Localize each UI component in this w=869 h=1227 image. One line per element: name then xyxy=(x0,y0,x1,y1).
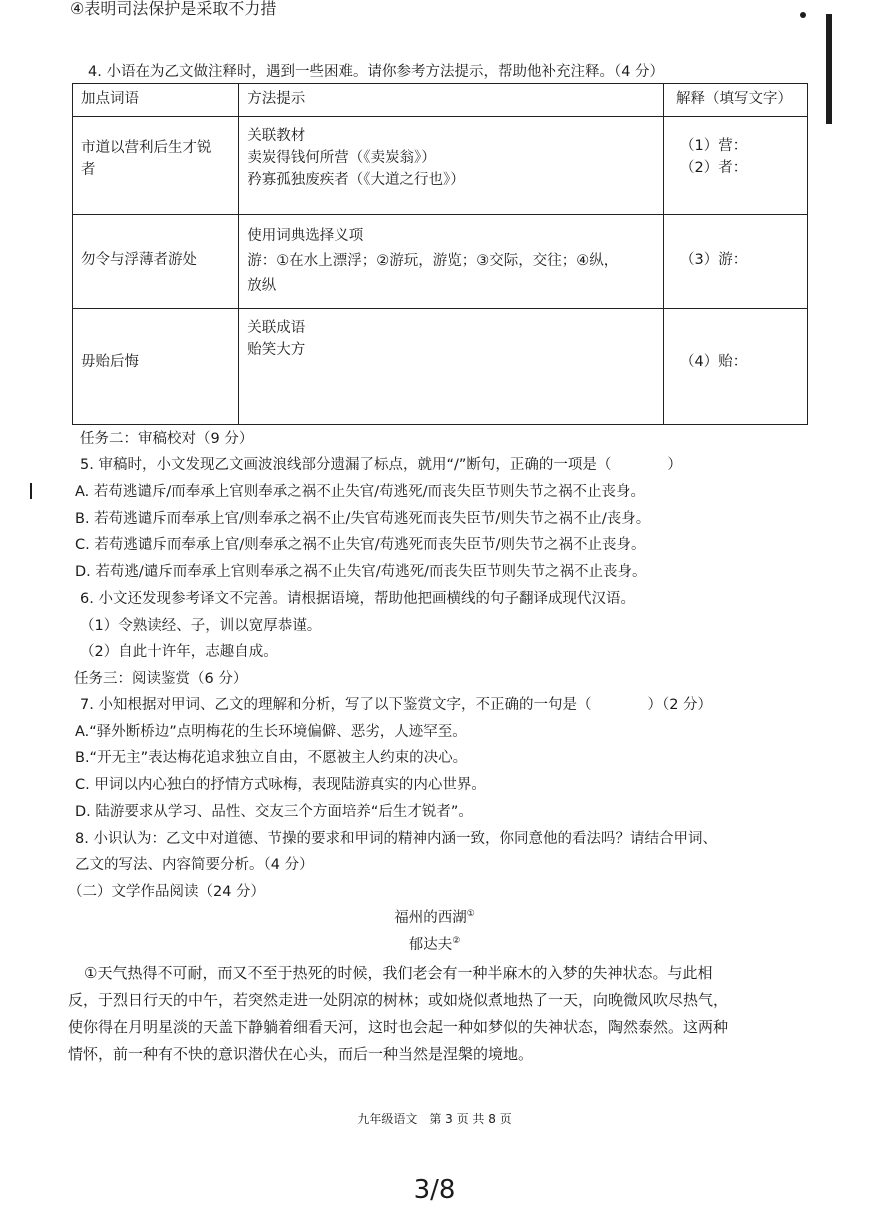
answer-cell xyxy=(664,117,807,185)
page-indicator: 3/8 xyxy=(413,1175,456,1205)
article-author xyxy=(0,933,869,954)
option-5c[interactable]: C. 若苟逃谴斥而奉承上官/则奉承之祸不止失官/苟逃死而丧失臣节/则失节之祸不止丧身。 xyxy=(75,537,646,553)
hint-cell xyxy=(239,117,663,197)
header-hint: 方法提示 xyxy=(247,91,306,107)
word-line: 勿令与浮薄者游处 xyxy=(81,252,197,268)
hint-line: 游：①在水上漂浮；②游玩，游览；③交际，交往；④纵， xyxy=(247,253,619,269)
question-5-close: ） xyxy=(667,457,682,473)
hint-line: 关联教材 xyxy=(247,128,306,144)
hint-line: 关联成语 xyxy=(247,320,306,336)
answer-cell xyxy=(664,309,807,379)
task2-title: 任务二：审稿校对（9 分） xyxy=(80,431,254,447)
word-line: 毋贻后悔 xyxy=(81,354,139,370)
article-title-text: 福州的西湖 xyxy=(394,910,467,926)
hint-line: 放纵 xyxy=(247,278,277,294)
option-5b[interactable]: B. 若苟逃谴斥而奉承上官/则奉承之祸不止/失官苟逃死而丧失臣节/则失节之祸不止/丧身。 xyxy=(75,511,651,527)
table-row xyxy=(73,309,808,425)
answer-cell xyxy=(664,215,807,277)
hint-cell xyxy=(239,309,663,367)
word-cell xyxy=(73,117,238,187)
option-7b[interactable]: B.“开无主”表达梅花追求独立自由，不愿被主人约束的决心。 xyxy=(75,750,468,766)
word-line: 者 xyxy=(81,162,96,178)
answer-blank[interactable]: （2）者： xyxy=(680,160,748,176)
answer-blank[interactable]: （3）游： xyxy=(680,252,748,268)
paragraph-line: 反，于烈日行天的中午，若突然走进一处阴凉的树林；或如烧似煮地热了一天，向晚微风吹尽热气， xyxy=(68,991,729,1009)
word-cell xyxy=(73,215,238,277)
question-5-text: 5. 审稿时，小文发现乙文画波浪线部分遗漏了标点，就用“/”断句，正确的一项是（ xyxy=(80,457,612,473)
option-7d[interactable]: D. 陆游要求从学习、品性、交友三个方面培养“后生才锐者”。 xyxy=(75,804,473,820)
method-table xyxy=(72,83,808,425)
top-fragment: ④表明司法保护是采取不力措 xyxy=(70,0,277,18)
article-title xyxy=(0,906,869,927)
question-6: 6. 小文还发现参考译文不完善。请根据语境，帮助他把画横线的句子翻译成现代汉语。 xyxy=(80,591,635,607)
answer-blank[interactable]: （1）营： xyxy=(680,138,748,154)
word-line: 市道以营利后生才锐 xyxy=(81,140,212,156)
option-5a[interactable]: A. 若苟逃谴斥/而奉承上官则奉承之祸不止失官/苟逃死/而丧失臣节则失节之祸不止丧身。 xyxy=(75,484,646,500)
author-note: ② xyxy=(452,936,461,947)
hint-line: 使用词典选择义项 xyxy=(247,228,364,244)
page-footer: 九年级语文 第 3 页 共 8 页 xyxy=(357,1112,512,1126)
header-answer: 解释（填写文字） xyxy=(676,91,793,107)
question-7-text: 7. 小知根据对甲词、乙文的理解和分析，写了以下鉴赏文字，不正确的一句是（ xyxy=(80,697,592,713)
word-cell xyxy=(73,309,238,379)
question-5 xyxy=(80,453,682,474)
question-7-tail: ）（2 分） xyxy=(647,697,713,713)
hint-line: 卖炭得钱何所营（《卖炭翁》） xyxy=(247,150,436,166)
table-row xyxy=(73,117,808,215)
question-8-line-2: 乙文的写法、内容简要分析。（4 分） xyxy=(75,857,314,873)
answer-blank[interactable]: （4）贻： xyxy=(680,354,748,370)
paragraph-line: 情怀，前一种有不快的意识潜伏在心头，而后一种当然是涅槃的境地。 xyxy=(68,1045,534,1063)
question-7 xyxy=(80,693,712,714)
question-6-item-2: （2）自此十许年，志趣自成。 xyxy=(80,644,278,660)
question-6-item-1: （1）令熟读经、子，训以宽厚恭谨。 xyxy=(80,618,322,634)
hint-line: 贻笑大方 xyxy=(247,342,306,358)
table-header-row xyxy=(73,84,808,117)
header-word: 加点词语 xyxy=(81,91,139,107)
hint-line: 矜寡孤独废疾者（《大道之行也》） xyxy=(247,172,465,188)
article-title-note: ① xyxy=(466,909,475,920)
hint-cell xyxy=(239,215,663,303)
question-8-line-1: 8. 小识认为：乙文中对道德、节操的要求和甲词的精神内涵一致，你同意他的看法吗？请结合甲词、 xyxy=(75,831,717,847)
section-title: （二）文学作品阅读（24 分） xyxy=(68,884,266,900)
author-name: 郁达夫 xyxy=(408,937,453,953)
paragraph-line: ①天气热得不可耐，而又不至于热死的时候，我们老会有一种半麻木的入梦的失神状态。与此相 xyxy=(84,964,713,982)
scan-left-mark xyxy=(30,483,32,499)
option-7a[interactable]: A.“驿外断桥边”点明梅花的生长环境偏僻、恶劣，人迹罕至。 xyxy=(75,724,467,740)
question-4: 4. 小语在为乙文做注释时，遇到一些困难。请你参考方法提示，帮助他补充注释。（4 分） xyxy=(88,64,665,80)
paragraph-line: 使你得在月明星淡的天盖下静躺着细看天河，这时也会起一种如梦似的失神状态，陶然泰然。这两种 xyxy=(68,1018,729,1036)
task3-title: 任务三：阅读鉴赏（6 分） xyxy=(74,671,248,687)
option-5d[interactable]: D. 若苟逃/谴斥而奉承上官则奉承之祸不止失官/苟逃死/而丧失臣节则失节之祸不止丧身。 xyxy=(75,564,647,580)
table-row xyxy=(73,215,808,309)
scan-edge-dot xyxy=(800,12,806,18)
option-7c[interactable]: C. 甲词以内心独白的抒情方式咏梅，表现陆游真实的内心世界。 xyxy=(75,777,486,793)
scan-edge-mark xyxy=(826,14,832,124)
